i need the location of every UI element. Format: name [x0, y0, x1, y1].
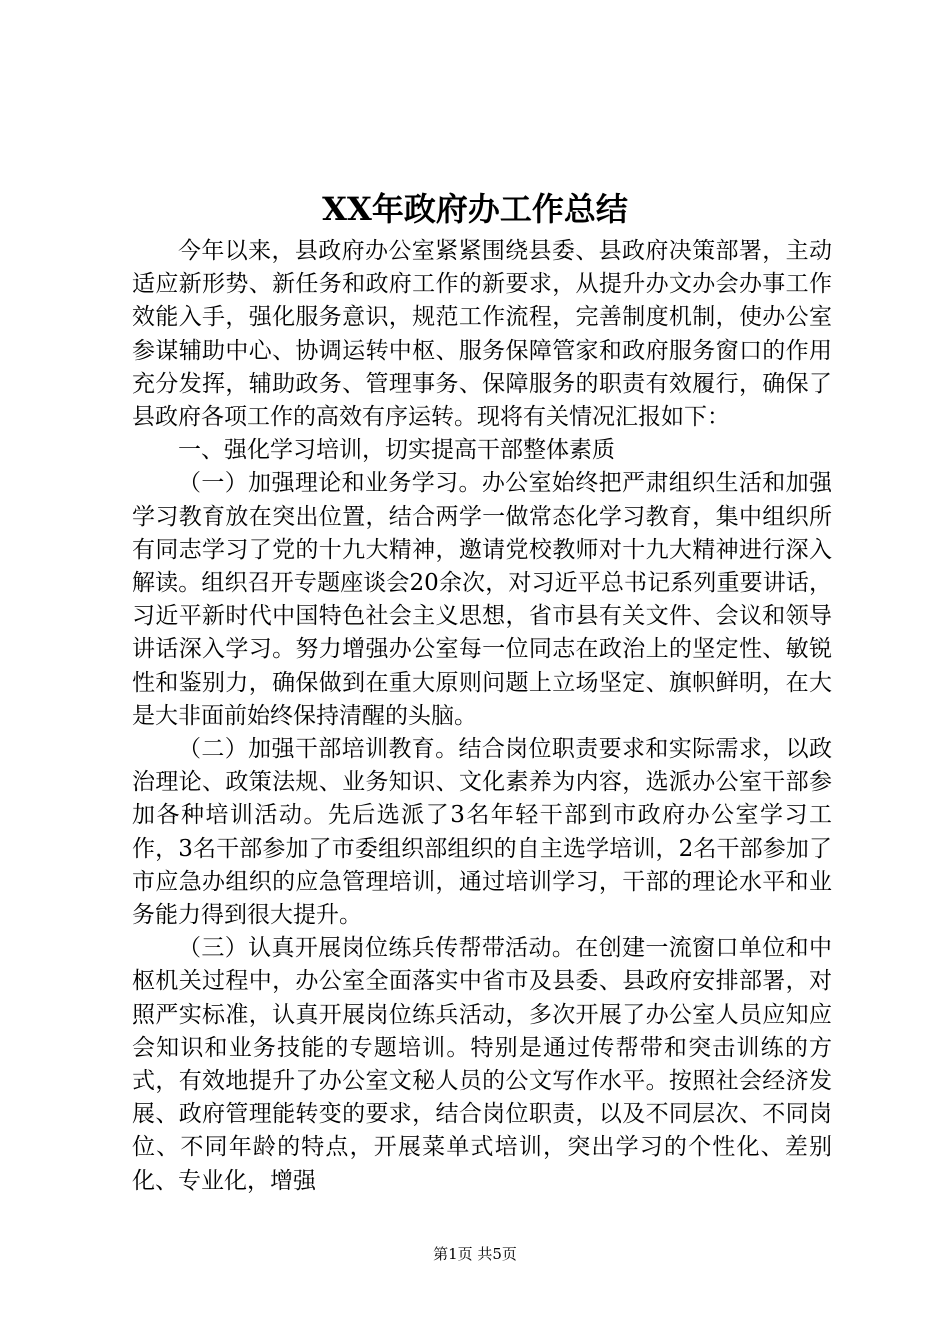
section-heading: 一、强化学习培训，切实提高干部整体素质 — [178, 437, 615, 464]
intro-paragraph: 今年以来，县政府办公室紧紧围绕县委、县政府决策部署，主动适应新形势、新任务和政府工作的新要求，从提升办文办会办事工作效能入手，强化服务意识，规范工作流程，完善制度机制，使办公室参谋辅助中心、协调运转中枢、服务保障管家和政府服务窗口的作用充分发挥，辅助政务、管理事务、保障服务的职责有效履行，确保了县政府各项工作的高效有序运转。现将有关情况汇报如下： — [132, 238, 832, 431]
page-number-footer: 第1页 共5页 — [433, 1245, 517, 1263]
body-paragraph: （二）加强干部培训教育。结合岗位职责要求和实际需求，以政治理论、政策法规、业务知识、文化素养为内容，选派办公室干部参加各种培训活动。先后选派了3名年轻干部到市政府办公室学习工作，3名干部参加了市委组织部组织的自主选学培训，2名干部参加了市应急办组织的应急管理培训，通过培训学习，干部的理论水平和业务能力得到很大提升。 — [132, 736, 832, 929]
document-body — [132, 235, 832, 1198]
body-paragraph: （三）认真开展岗位练兵传帮带活动。在创建一流窗口单位和中枢机关过程中，办公室全面落实中省市及县委、县政府安排部署，对照严实标准，认真开展岗位练兵活动，多次开展了办公室人员应知应会知识和业务技能的专题培训。特别是通过传帮带和突击训练的方式，有效地提升了办公室文秘人员的公文写作水平。按照社会经济发展、政府管理能转变的要求，结合岗位职责，以及不同层次、不同岗位、不同年龄的特点，开展菜单式培训，突出学习的个性化、差别化、专业化，增强 — [132, 935, 832, 1194]
document-title: XX年政府办工作总结 — [322, 190, 628, 228]
body-paragraph: （一）加强理论和业务学习。办公室始终把严肃组织生活和加强学习教育放在突出位置，结合两学一做常态化学习教育，集中组织所有同志学习了党的十九大精神，邀请党校教师对十九大精神进行深入解读。组织召开专题座谈会20余次，对习近平总书记系列重要讲话，习近平新时代中国特色社会主义思想，省市县有关文件、会议和领导讲话深入学习。努力增强办公室每一位同志在政治上的坚定性、敏锐性和鉴别力，确保做到在重大原则问题上立场坚定、旗帜鲜明，在大是大非面前始终保持清醒的头脑。 — [132, 470, 832, 729]
